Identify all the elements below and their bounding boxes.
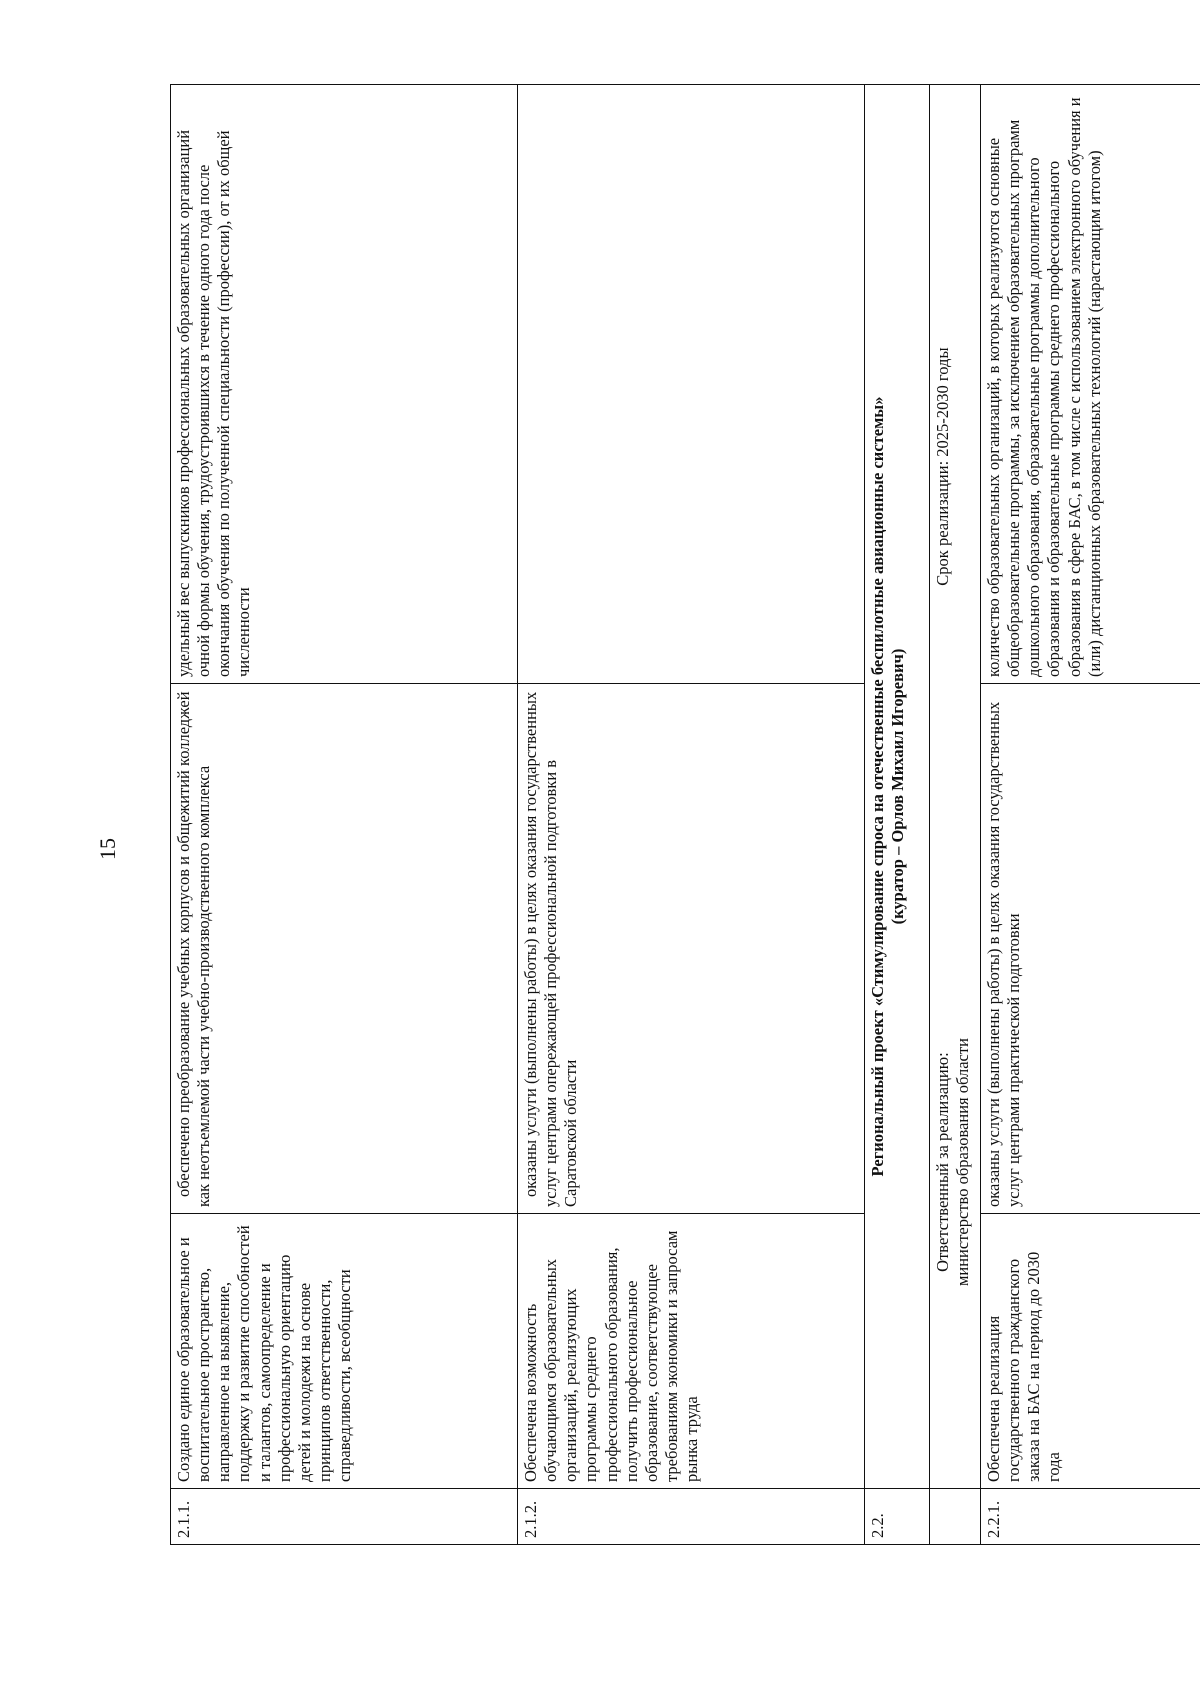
table-row (518, 85, 865, 1545)
task-cell: Обеспечена возможность обучающимся образовательных организаций, реализующих программы среднего профессионального образования, получить профессиональное образование, соответствующее требованиям экономики и запросам рынка труда (518, 1214, 865, 1489)
table-landscape (170, 85, 1170, 1545)
page-number: 15 (95, 838, 120, 860)
project-title-line1: Региональный проект «Стимулирование спроса на отечественные беспилотные авиационные системы» (868, 396, 887, 1177)
project-curator: (куратор – Орлов Михаил Игоревич) (888, 648, 908, 925)
responsible-cell (930, 85, 981, 1489)
indicator-cell: удельный вес выпускников профессиональных образовательных организаций очной формы обучения, трудоустроившихся в течение одного года после окончания обучения по полученной специальности (профессии), от их общей численности (171, 85, 518, 684)
row-number: 2.1.1. (171, 1489, 518, 1545)
row-number: 2.2.1. (981, 1489, 1200, 1545)
indicator-cell (518, 85, 865, 684)
project-number: 2.2. (865, 1489, 930, 1545)
plan-table (170, 84, 1200, 1545)
responsible-value: министерство образования области (953, 1038, 973, 1287)
responsible-block (933, 842, 973, 1482)
project-header-row (865, 85, 930, 1545)
term-block: Срок реализации: 2025-2030 годы (933, 347, 952, 586)
task-cell: Обеспечена реализация государственного гражданского заказа на БАС на период до 2030 года (981, 1214, 1200, 1489)
table-rotated-wrapper (170, 85, 1170, 1545)
table-row (981, 85, 1200, 1545)
row-number: 2.1.2. (518, 1489, 865, 1545)
project-responsible-row (930, 85, 981, 1545)
empty-cell (930, 1489, 981, 1545)
description-cell: оказаны услуги (выполнены работы) в целях оказания государственных услуг центрами практической подготовки (981, 684, 1200, 1214)
description-cell: обеспечено преобразование учебных корпусов и общежитий колледжей как неотъемлемой части учебно-производственного комплекса (171, 684, 518, 1214)
responsible-label: Ответственный за реализацию: (933, 1052, 952, 1272)
task-cell: Создано единое образовательное и воспитательное пространство, направленное на выявление, поддержку и развитие способностей и талантов, самоопределение и профессиональную ориентацию детей и молодежи на основе принципов ответственности, справедливости, всеобщности (171, 1214, 518, 1489)
project-title (865, 85, 930, 1489)
description-cell: оказаны услуги (выполнены работы) в целях оказания государственных услуг центрами опережающей профессиональной подготовки в Саратовской области (518, 684, 865, 1214)
indicator-cell: количество образовательных организаций, в которых реализуются основные общеобразовательные программы, за исключением образовательных программ дошкольного образования, образовательные программы дополнительного образования и образовательные программы среднего профессионального образования в сфере БАС, в том числе с использованием электронного обучения и (или) дистанционных образовательных технологий (нарастающим итогом) (981, 85, 1200, 684)
table-row (171, 85, 518, 1545)
